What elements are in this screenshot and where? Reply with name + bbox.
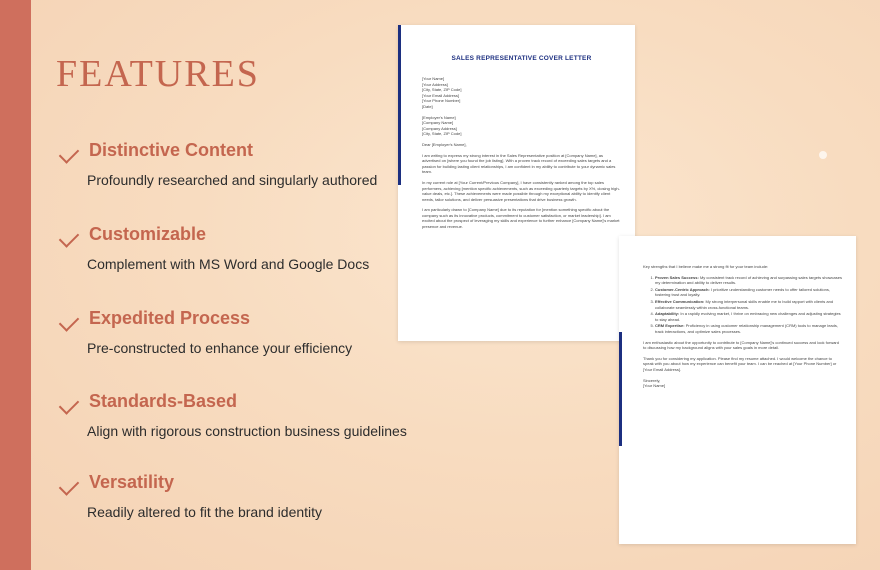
- page-accent-bar: [398, 125, 401, 185]
- page-accent-bar: [619, 332, 622, 446]
- feature-description: Align with rigorous construction business guidelines: [87, 423, 407, 439]
- decorative-dot: [819, 151, 827, 159]
- feature-title: Standards-Based: [89, 391, 238, 411]
- left-accent-bar: [0, 0, 31, 570]
- checkmark-icon: [59, 311, 80, 332]
- document-preview-page-1: [398, 25, 635, 341]
- closing-block: Sincerely, [Your Name]: [643, 377, 666, 389]
- list-item: 5. CRM Expertise: Proficiency in using customer relationship management (CRM) tools to manage leads, track interactions, and optimize sales processes.: [655, 323, 842, 334]
- page-accent-bar: [398, 25, 401, 125]
- checkmark-icon: [59, 227, 80, 248]
- strengths-intro: Key strengths that I believe make me a strong fit for your team include:: [643, 264, 769, 269]
- feature-description: Readily altered to fit the brand identity: [87, 504, 323, 520]
- feature-description: Profoundly researched and singularly authored: [87, 172, 378, 188]
- body-paragraph: I am particularly drawn to [Company Name] due to its reputation for [mention something specific about the company such as its innovative products, commitment to customer satisfaction, or market leadership]. I am excited about the prospect of leveraging my skills and experience to further enhance [Company Name]'s market presence and revenue.: [422, 207, 620, 230]
- doc-title: SALES REPRESENTATIVE COVER LETTER: [451, 55, 592, 62]
- feature-title: Distinctive Content: [89, 140, 254, 160]
- page-title: FEATURES: [56, 53, 260, 95]
- body-paragraph: I am enthusiastic about the opportunity to contribute to [Company Name]'s continued success and look forward to discussing how my background aligns with your sales goals in more detail.: [643, 339, 839, 351]
- feature-title: Expedited Process: [89, 308, 251, 328]
- feature-title: Versatility: [89, 472, 175, 492]
- salutation: Dear [Employer's Name],: [422, 141, 467, 147]
- list-item: 2. Customer-Centric Approach: I prioritize understanding customer needs to offer tailored solutions, fostering trust and loyalty.: [655, 287, 842, 298]
- checkmark-icon: [59, 475, 80, 496]
- body-paragraph: I am writing to express my strong interest in the Sales Representative position at [Company Name], as advertised on [where you found the job listing]. With a proven track record of exceeding sales targets and a passion for building lasting client relationships, I am confident in my ability to contribute to your dynamic sales team.: [422, 152, 616, 175]
- strengths-list: [643, 275, 842, 335]
- body-paragraph: In my current role at [Your Current/Previous Company], I have consistently ranked among the top sales performers, achieving [mention specific achievements, such as exceeding quarterly targets by X%, closing high-value deals, etc.]. These achievements were made possible through my exceptional ability to identify client needs, tailor solutions, and deliver persuasive presentations that drive business growth.: [422, 179, 620, 202]
- list-item: 1. Proven Sales Success: My consistent track record of achieving and surpassing sales targets showcases my determination and ability to deliver results.: [655, 275, 842, 286]
- checkmark-icon: [59, 394, 80, 415]
- sender-block: [Your Name] [Your Address] [City, State, ZIP Code] [Your Email Address] [Your Phone Number] [Date]: [422, 76, 462, 109]
- body-paragraph: Thank you for considering my application. Please find my resume attached. I would welcome the chance to speak with you about how my experience can benefit your team. I can be reached at [Your Phone Number] or [Your Email Address].: [643, 355, 837, 372]
- list-item: 3. Effective Communication: My strong interpersonal skills enable me to build rapport with clients and collaborate seamlessly within cross-functional teams.: [655, 299, 842, 310]
- checkmark-icon: [59, 143, 80, 164]
- feature-description: Pre-constructed to enhance your efficiency: [87, 340, 353, 356]
- list-item: 4. Adaptability: In a rapidly evolving market, I thrive on embracing new challenges and adjusting strategies to stay ahead.: [655, 311, 842, 322]
- document-preview-page-2: [619, 236, 856, 544]
- feature-description: Complement with MS Word and Google Docs: [87, 256, 370, 272]
- recipient-block: [Employer's Name] [Company Name] [Company Address] [City, State, ZIP Code]: [422, 114, 462, 137]
- feature-title: Customizable: [89, 224, 207, 244]
